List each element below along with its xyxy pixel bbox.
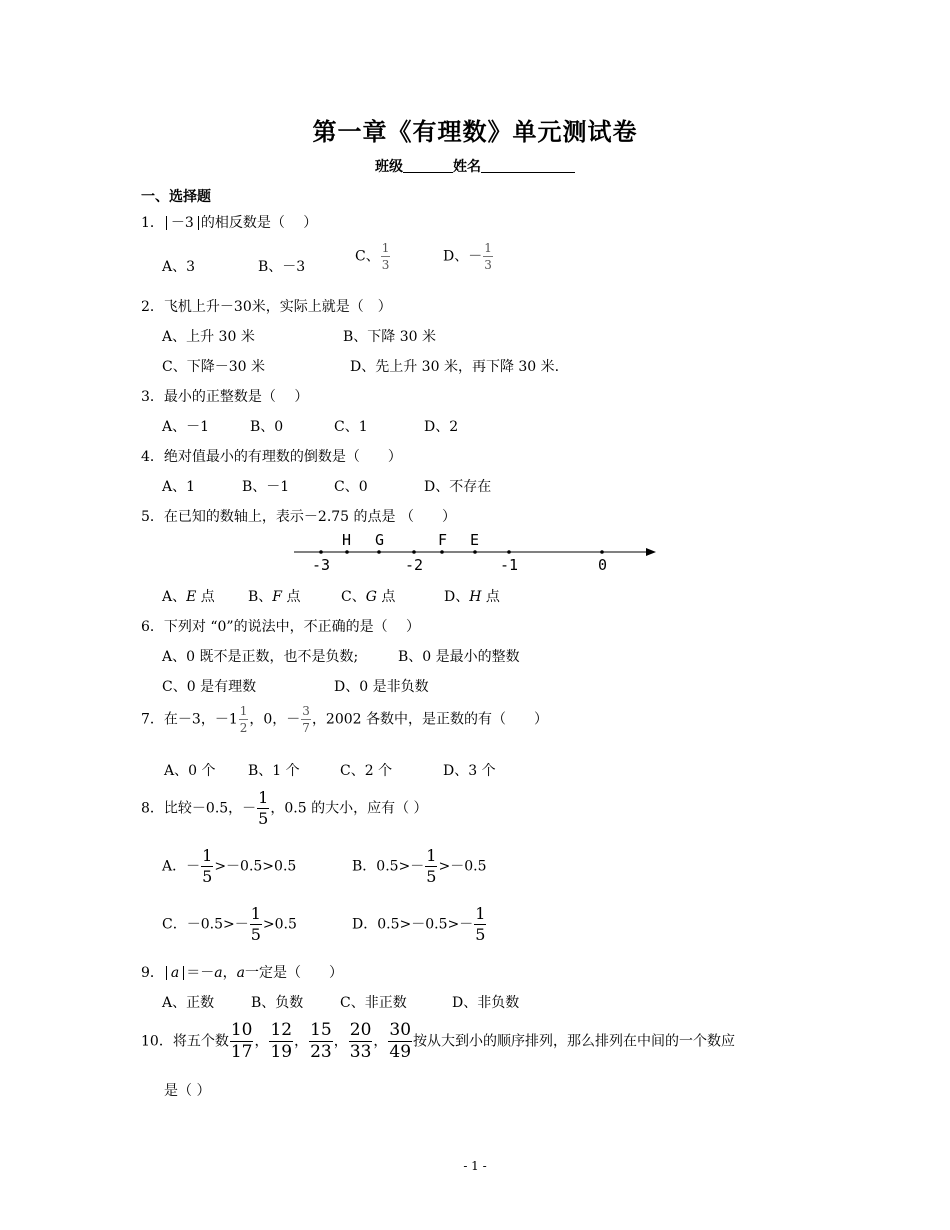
fraction: $\frac{1}{2}$ <box>239 704 248 735</box>
number-line <box>288 528 660 576</box>
section-heading: 一、选择题 <box>141 189 211 205</box>
q1-option-b[interactable]: B、－3 <box>258 259 306 275</box>
q2-option-a[interactable]: A、上升 30 米 <box>162 329 255 345</box>
tick-dot <box>600 550 604 554</box>
question-8: 8．比较－0.5，－ $\frac{1}{5}$ ，0.5 的大小，应有（ ） <box>141 788 428 828</box>
page-title: 第一章《有理数》单元测试卷 <box>312 118 638 146</box>
q7-option-a[interactable]: A、0 个 <box>164 763 216 779</box>
point-e-dot <box>473 550 477 554</box>
q9-option-d[interactable]: D、非负数 <box>452 995 520 1011</box>
fraction: $\frac{15}{23}$ <box>310 1020 332 1062</box>
point-label: E <box>470 531 480 549</box>
name-blank[interactable] <box>481 158 575 173</box>
q5-option-d[interactable]: D、H 点 <box>444 589 500 605</box>
q4-option-c[interactable]: C、0 <box>334 479 368 495</box>
tick-label: -1 <box>500 556 519 574</box>
point-g-dot <box>377 550 381 554</box>
q2-option-d[interactable]: D、先上升 30 米，再下降 30 米. <box>350 359 560 375</box>
fraction: $\frac{30}{49}$ <box>389 1020 412 1062</box>
q2-option-b[interactable]: B、下降 30 米 <box>343 329 437 345</box>
fraction: $\frac{3}{7}$ <box>302 704 310 735</box>
question-5: 5．在已知的数轴上，表示－2.75 的点是 （ ） <box>141 509 456 525</box>
question-10: 10．将五个数 $\frac{10}{17}$ ， $\frac{12}{19}$ ， $\frac{15}{23}$ ， $\frac{20}{33}$ ， $\frac{30}{49}$ 按从大到小的顺序排列，那么排列在中间的一个数应 <box>141 1020 736 1062</box>
q9-option-a[interactable]: A、正数 <box>162 995 215 1011</box>
q7-option-d[interactable]: D、3 个 <box>443 763 496 779</box>
q1-option-a[interactable]: A、3 <box>162 259 196 275</box>
point-f-dot <box>440 550 444 554</box>
tick-label: -2 <box>405 556 424 574</box>
fraction: $\frac{10}{17}$ <box>230 1020 253 1062</box>
point-label: F <box>438 531 448 549</box>
page-number: - 1 - <box>463 1159 487 1173</box>
absolute-value: a <box>166 966 184 980</box>
q5-option-b[interactable]: B、F 点 <box>248 589 301 605</box>
q8-option-d[interactable]: D．0.5>－0.5>－ $\frac{1}{5}$ <box>352 904 486 944</box>
q5-option-a[interactable]: A、E 点 <box>162 589 215 605</box>
fraction: $\frac{1}{5}$ <box>475 904 486 944</box>
q4-option-d[interactable]: D、不存在 <box>424 479 492 495</box>
fraction: $\frac{1}{3}$ <box>381 241 390 272</box>
q6-option-a[interactable]: A、0 既不是正数，也不是负数; <box>162 649 359 665</box>
question-4: 4．绝对值最小的有理数的倒数是（ ） <box>141 449 402 465</box>
q4-option-b[interactable]: B、－1 <box>242 479 290 495</box>
class-label: 班级 <box>375 159 403 175</box>
fraction: $\frac{1}{5}$ <box>426 846 437 886</box>
tick-dot <box>319 550 323 554</box>
name-label: 姓名 <box>453 159 481 175</box>
q9-option-c[interactable]: C、非正数 <box>340 995 407 1011</box>
fraction: $\frac{12}{19}$ <box>270 1020 293 1062</box>
question-3: 3．最小的正整数是（ ） <box>141 389 309 405</box>
q7-option-b[interactable]: B、1 个 <box>248 763 300 779</box>
q3-option-a[interactable]: A、－1 <box>162 419 210 435</box>
fraction: $\frac{1}{3}$ <box>484 241 492 272</box>
q8-option-a[interactable]: A．－ $\frac{1}{5}$ >－0.5>0.5 <box>162 846 297 886</box>
question-10-line2: 是（ ） <box>164 1083 211 1099</box>
point-label: G <box>375 531 385 549</box>
q3-option-d[interactable]: D、2 <box>424 419 459 435</box>
q8-option-b[interactable]: B．0.5>－ $\frac{1}{5}$ >－0.5 <box>352 846 487 886</box>
q1-option-d[interactable]: D、－ $\frac{1}{3}$ <box>443 241 492 272</box>
absolute-value: －3 <box>166 216 199 230</box>
fraction: $\frac{20}{33}$ <box>349 1020 372 1062</box>
question-7: 7．在－3，－1 $\frac{1}{2}$ ，0，－ $\frac{3}{7}$ ，2002 各数中，是正数的有（ ） <box>141 704 549 735</box>
student-info <box>0 156 950 176</box>
question-9: 9． a ＝－a，a一定是（ ） <box>141 965 343 981</box>
q9-option-b[interactable]: B、负数 <box>251 995 304 1011</box>
q8-option-c[interactable]: C．－0.5>－ $\frac{1}{5}$ >0.5 <box>162 904 297 944</box>
tick-dot <box>507 550 511 554</box>
question-2: 2．飞机上升－30米，实际上就是（ ） <box>141 299 392 315</box>
tick-label: 0 <box>598 556 608 574</box>
question-6: 6．下列对 “0”的说法中，不正确的是（ ） <box>141 619 421 635</box>
q5-option-c[interactable]: C、G 点 <box>341 589 396 605</box>
fraction: $\frac{1}{5}$ <box>258 788 269 828</box>
point-label: H <box>342 531 352 549</box>
q6-option-b[interactable]: B、0 是最小的整数 <box>398 649 520 665</box>
q6-option-c[interactable]: C、0 是有理数 <box>162 679 257 695</box>
fraction: $\frac{1}{5}$ <box>202 846 213 886</box>
class-blank[interactable] <box>403 158 453 173</box>
q3-option-b[interactable]: B、0 <box>250 419 284 435</box>
tick-label: -3 <box>312 556 331 574</box>
q4-option-a[interactable]: A、1 <box>162 479 196 495</box>
q6-option-d[interactable]: D、0 是非负数 <box>334 679 429 695</box>
q1-option-c[interactable]: C、 $\frac{1}{3}$ <box>355 241 390 272</box>
arrow-icon <box>646 548 656 556</box>
q3-option-c[interactable]: C、1 <box>334 419 368 435</box>
tick-dot <box>412 550 416 554</box>
point-h-dot <box>345 550 349 554</box>
fraction: $\frac{1}{5}$ <box>250 904 261 944</box>
q2-option-c[interactable]: C、下降－30 米 <box>162 359 265 375</box>
q7-option-c[interactable]: C、2 个 <box>340 763 393 779</box>
question-1: 1． －3 的相反数是（ ） <box>141 215 318 231</box>
